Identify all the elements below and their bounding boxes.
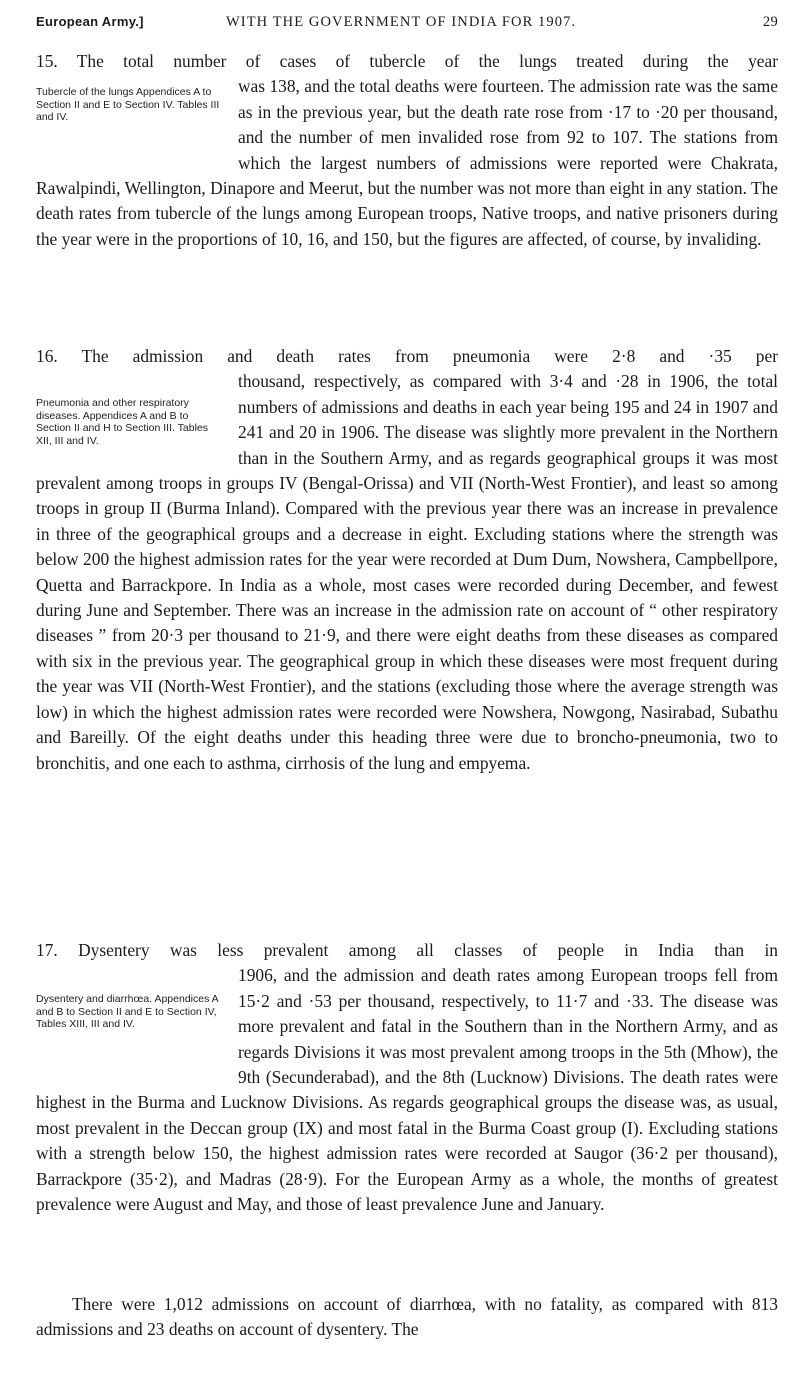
- paragraph-diarrhoea: [36, 1292, 778, 1343]
- page-title: WITH THE GOVERNMENT OF INDIA FOR 1907.: [226, 14, 577, 30]
- paragraph-17: [36, 938, 778, 1217]
- paragraph-lead: 17. Dysentery was less prevalent among all classes of people in India than in: [36, 940, 778, 960]
- page-number: 29: [762, 14, 778, 30]
- margin-note: Tubercle of the lungs Appendices A to Section II and E to Section IV. Tables III and IV.: [36, 86, 220, 124]
- paragraph-15: [36, 49, 778, 252]
- margin-note: Pneumonia and other respiratory diseases. Appendices A and B to Section II and H to Section III. Tables XII, III and IV.: [36, 397, 208, 447]
- paragraph-lead: 16. The admission and death rates from pneumonia were 2·8 and ·35 per: [36, 346, 778, 366]
- paragraph-body: thousand, respectively, as compared with 3·4 and ·28 in 1906, the total numbers of admissions and deaths in each year being 195 and 24 in 1907 and 241 and 20 in 1906. The disease was slightly more prevalent in the Northern than in the Southern Army, and as regards geographical groups it was most prevalent among troops in groups IV (Bengal-Orissa) and VII (North-West Frontier), and least so among troops in group II (Burma Inland). Compared with the previous year there was an increase in prevalence in three of the geographical groups and a decrease in eight. Excluding stations where the strength was below 200 the highest admission rates for the year were recorded at Dum Dum, Nowshera, Campbellpore, Quetta and Barrackpore. In India as a whole, most cases were recorded during December, and fewest during June and September. There was an increase in the admission rate on account of “ other respiratory diseases ” from 20·3 per thousand to 21·9, and there were eight deaths from these diseases as compared with six in the previous year. The geographical group in which these diseases were most frequent during the year was VII (North-West Frontier), and the stations (excluding those where the average strength was low) in which the highest admission rates were recorded were Nowshera, Nowgong, Nasirabad, Subathu and Bareilly. Of the eight deaths under this heading three were due to broncho-pneumonia, two to bronchitis, and one each to asthma, cirrhosis of the lung and empyema.: [36, 371, 778, 773]
- paragraph-16: [36, 344, 778, 776]
- margin-note: Dysentery and diarrhœa. Appendices A and B to Section II and E to Section IV, Tables XIII, III and IV.: [36, 993, 219, 1031]
- paragraph-body: There were 1,012 admissions on account of diarrhœa, with no fatality, as compared with 813 admissions and 23 deaths on account of dysentery. The: [36, 1294, 778, 1340]
- running-head: [36, 14, 778, 36]
- paragraph-body: 1906, and the admission and death rates among European troops fell from 15·2 and ·53 per thousand, respectively, to 11·7 and ·33. The disease was more prevalent and fatal in the Southern than in the Northern Army, and as regards Divisions it was most prevalent among troops in the 5th (Mhow), the 9th (Secunderabad), and the 8th (Lucknow) Divisions. The death rates were highest in the Burma and Lucknow Divisions. As regards geographical groups the disease was, as usual, most prevalent in the Deccan group (IX) and most fatal in the Burma Coast group (I). Excluding stations with a strength below 150, the highest admission rates were recorded at Saugor (36·2 per thousand), Barrackpore (35·2), and Madras (28·9). For the European Army as a whole, the months of greatest prevalence were August and May, and those of least prevalence June and January.: [36, 965, 778, 1215]
- section-label: European Army.]: [36, 14, 144, 29]
- paragraph-lead: 15. The total number of cases of tubercle of the lungs treated during the year: [36, 51, 778, 71]
- paragraph-body: was 138, and the total deaths were fourteen. The admission rate was the same as in the previous year, but the death rate rose from ·17 to ·20 per thousand, and the number of men invalided rose from 92 to 107. The stations from which the largest numbers of admissions were reported were Chakrata, Rawalpindi, Wellington, Dinapore and Meerut, but the number was not more than eight in any station. The death rates from tubercle of the lungs among European troops, Native troops, and native prisoners during the year were in the proportions of 10, 16, and 150, but the figures are affected, of course, by invaliding.: [36, 76, 778, 249]
